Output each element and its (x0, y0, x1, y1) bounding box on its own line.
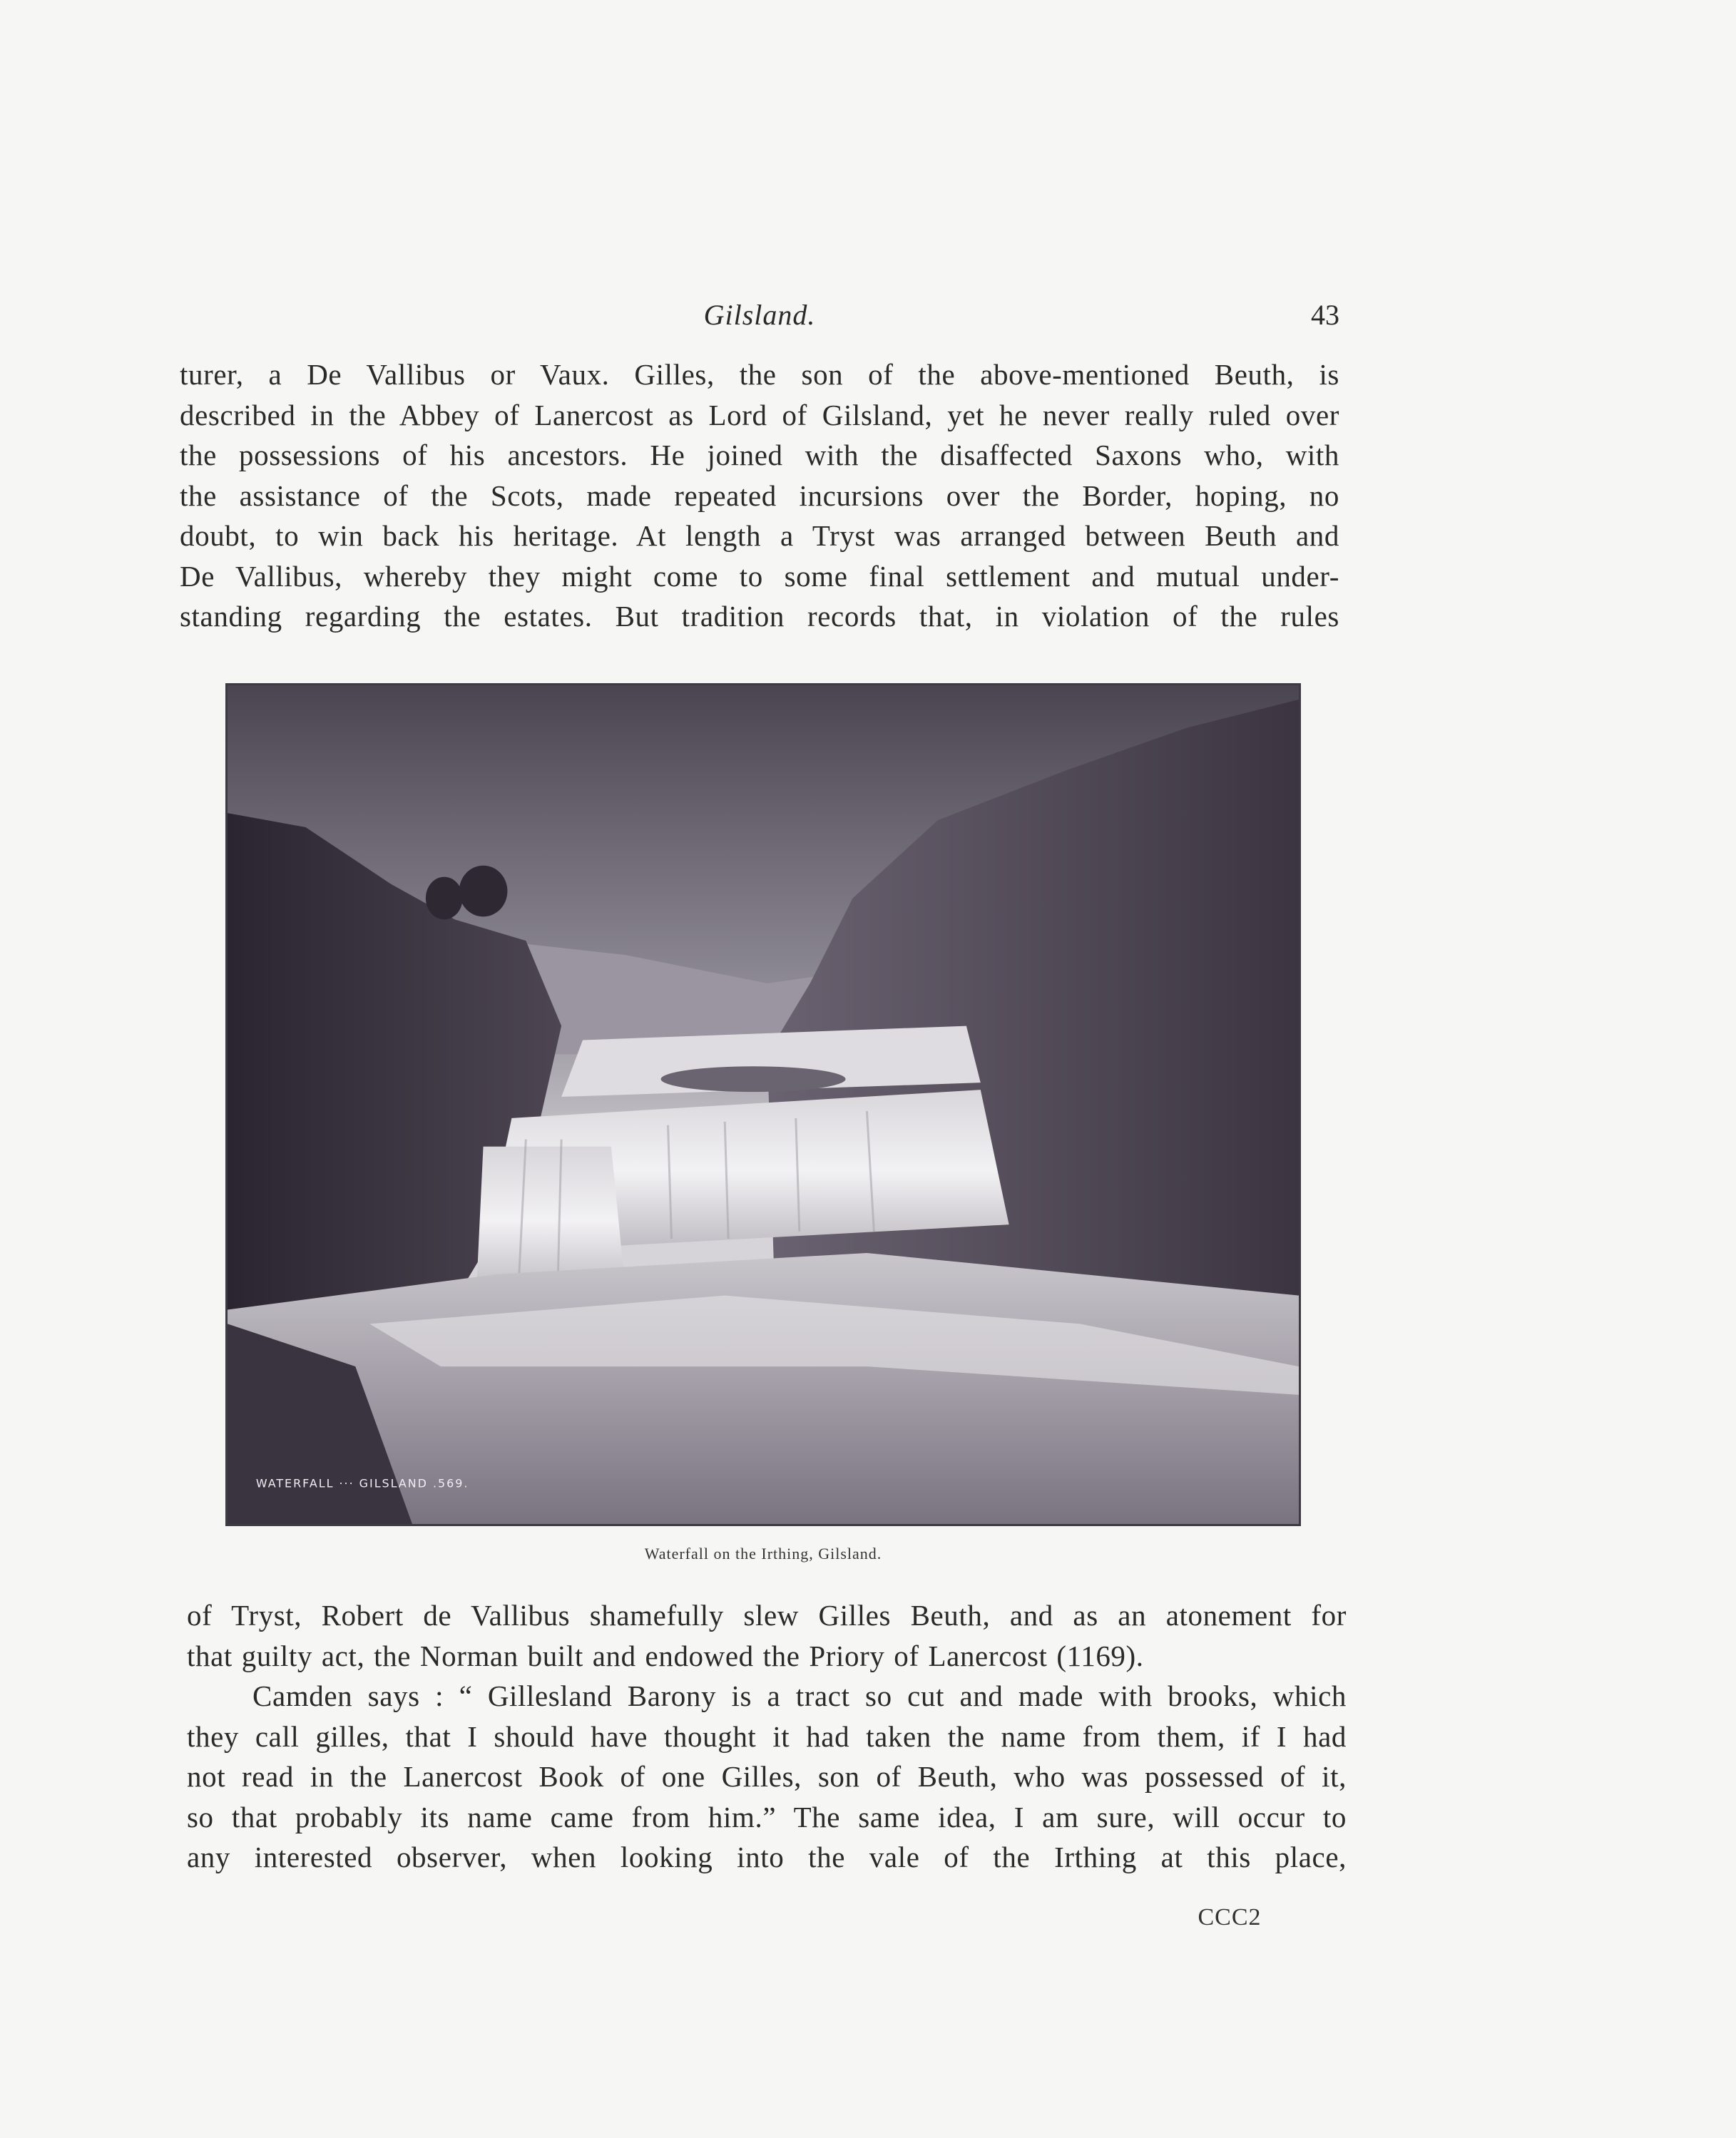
text-line: any interested observer, when looking into the vale of the Irthing at this place, (187, 1841, 1347, 1873)
text-line: turer, a De Vallibus or Vaux. Gilles, the son of the above-mentioned Beuth, is (180, 358, 1339, 391)
text-line: so that probably its name came from him.” The same idea, I am sure, will occur to (187, 1800, 1347, 1833)
text-line: De Vallibus, whereby they might come to some final settlement and mutual under- (180, 559, 1339, 593)
text-line: Camden says : “ Gillesland Barony is a tract so cut and made with brooks, which (252, 1679, 1347, 1712)
body-text-bottom (187, 1595, 1347, 1878)
text-line: doubt, to win back his heritage. At length a Tryst was arranged between Beuth and (180, 519, 1339, 552)
text-line: they call gilles, that I should have thought it had taken the name from them, if I had (187, 1719, 1347, 1753)
waterfall-photograph (225, 683, 1301, 1526)
running-head (180, 294, 1339, 337)
body-text-top (180, 354, 1339, 637)
text-line: not read in the Lanercost Book of one Gilles, son of Beuth, who was possessed of it, (187, 1760, 1347, 1793)
running-title: Gilsland. (703, 299, 816, 331)
signature-mark: CCC2 (1198, 1904, 1262, 1930)
photograph-image (228, 685, 1299, 1524)
page-number: 43 (1311, 299, 1339, 331)
plate-caption: Waterfall on the Irthing, Gilsland. (644, 1545, 882, 1562)
text-line: the assistance of the Scots, made repeated incursions over the Border, hoping, no (180, 479, 1339, 512)
text-line: of Tryst, Robert de Vallibus shamefully slew Gilles Beuth, and as an atonement for (187, 1599, 1347, 1632)
text-line: described in the Abbey of Lanercost as Lord of Gilsland, yet he never really ruled over (180, 398, 1339, 431)
photo-inscription: WATERFALL ··· GILSLAND .569. (255, 1476, 469, 1490)
text-line: the possessions of his ancestors. He joined with the disaffected Saxons who, with (180, 439, 1339, 471)
text-line: standing regarding the estates. But tradition records that, in violation of the rules (180, 600, 1339, 633)
text-line: that guilty act, the Norman built and endowed the Priory of Lanercost (1169). (187, 1639, 1144, 1672)
